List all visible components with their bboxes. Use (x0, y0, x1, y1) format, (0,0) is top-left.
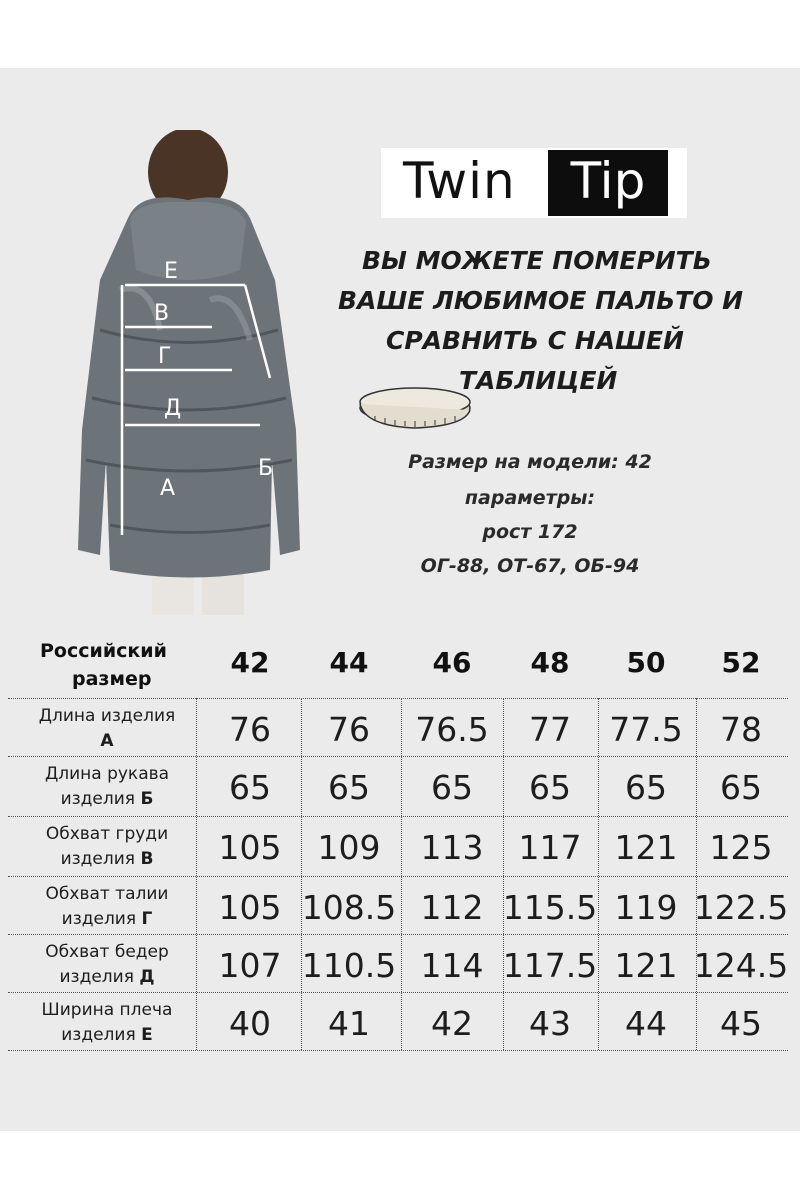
model-size-text: Размер на модели: 42 (408, 451, 652, 473)
table-cell: 65 (529, 768, 571, 807)
table-cell: 112 (420, 888, 484, 927)
headline-line-3: СРАВНИТЬ С НАШЕЙ (386, 326, 684, 355)
size-header-52: 52 (721, 646, 761, 679)
size-header-46: 46 (432, 646, 472, 679)
table-cell: 43 (529, 1004, 571, 1043)
measuring-tape-icon (355, 378, 475, 438)
table-cell: 119 (614, 888, 678, 927)
table-cell: 109 (317, 828, 381, 867)
row-label-text: Обхват груди (45, 824, 169, 844)
table-cell: 44 (625, 1004, 667, 1043)
table-cell: 105 (218, 828, 282, 867)
size-header-50: 50 (626, 646, 666, 679)
table-row-divider (8, 934, 788, 935)
table-cell: 76.5 (415, 710, 489, 749)
table-cell: 40 (229, 1004, 271, 1043)
table-cell: 65 (229, 768, 271, 807)
row-label-sub: изделия (61, 1025, 142, 1045)
table-cell: 117.5 (502, 946, 598, 985)
table-cell: 125 (709, 828, 773, 867)
size-header-48: 48 (530, 646, 570, 679)
table-cell: 42 (431, 1004, 473, 1043)
size-header-44: 44 (329, 646, 369, 679)
row-measure-code: В (140, 849, 154, 869)
table-column-divider (301, 698, 302, 1050)
table-row-divider (8, 992, 788, 993)
table-cell: 65 (328, 768, 370, 807)
table-row-label (12, 882, 202, 932)
row-label-sub: изделия (59, 967, 140, 987)
table-cell: 124.5 (693, 946, 789, 985)
row-label-sub: изделия (61, 909, 142, 929)
row-label-text: Обхват бедер (45, 942, 169, 962)
table-cell: 107 (218, 946, 282, 985)
table-cell: 122.5 (693, 888, 789, 927)
table-row-label (12, 762, 202, 812)
label-g: Г (158, 344, 172, 369)
row-label-text: Длина рукава (44, 764, 170, 784)
logo-black-box (548, 150, 668, 216)
model-height: рост 172 (482, 521, 578, 543)
table-cell: 76 (229, 710, 271, 749)
row-label-sub: изделия (60, 849, 141, 869)
header-label-line-2: размер (72, 668, 152, 690)
table-row-divider (8, 698, 788, 699)
table-cell: 115.5 (502, 888, 598, 927)
table-cell: 65 (625, 768, 667, 807)
table-row-label (12, 704, 202, 754)
headline-line-2: ВАШЕ ЛЮБИМОЕ ПАЛЬТО И (338, 286, 744, 315)
table-cell: 108.5 (301, 888, 397, 927)
model-measurements: ОГ-88, ОТ-67, ОБ-94 (420, 555, 640, 577)
label-d: Д (164, 396, 182, 421)
table-row-divider (8, 876, 788, 877)
row-measure-code: А (100, 731, 114, 751)
row-measure-code: Е (141, 1025, 153, 1045)
brand-logo (381, 148, 687, 218)
table-cell: 77.5 (609, 710, 683, 749)
table-cell: 65 (431, 768, 473, 807)
table-cell: 76 (328, 710, 370, 749)
logo-text-tip: Tip (570, 152, 646, 210)
table-row-label (12, 998, 202, 1048)
table-cell: 41 (328, 1004, 370, 1043)
row-label-text: Обхват талии (45, 884, 169, 904)
table-row-label (12, 822, 202, 872)
table-cell: 45 (720, 1004, 762, 1043)
table-cell: 121 (614, 828, 678, 867)
table-column-divider (503, 698, 504, 1050)
table-header-label (40, 637, 167, 693)
table-cell: 113 (420, 828, 484, 867)
table-cell: 105 (218, 888, 282, 927)
table-cell: 117 (518, 828, 582, 867)
row-label-text: Длина изделия (38, 706, 176, 726)
header-label-line-1: Российский (40, 640, 167, 662)
table-row-label (12, 940, 202, 990)
table-cell: 121 (614, 946, 678, 985)
label-b: Б (258, 456, 274, 481)
label-v: В (154, 301, 170, 326)
table-cell: 114 (420, 946, 484, 985)
table-column-divider (598, 698, 599, 1050)
table-cell: 78 (720, 710, 762, 749)
row-label-text: Ширина плеча (41, 1000, 173, 1020)
row-measure-code: Д (139, 967, 155, 987)
label-a: А (160, 476, 176, 501)
row-measure-code: Б (140, 789, 154, 809)
row-label-sub: изделия (60, 789, 141, 809)
table-cell: 77 (529, 710, 571, 749)
headline-line-1: ВЫ МОЖЕТЕ ПОМЕРИТЬ (362, 246, 712, 275)
table-column-divider (696, 698, 697, 1050)
table-column-divider (401, 698, 402, 1050)
table-row-divider (8, 816, 788, 817)
size-header-42: 42 (230, 646, 270, 679)
headline-line-4: ТАБЛИЦЕЙ (459, 366, 618, 395)
row-measure-code: Г (141, 909, 153, 929)
table-row-divider (8, 1050, 788, 1051)
logo-text-twin: Twin (403, 152, 516, 210)
table-cell: 65 (720, 768, 762, 807)
label-e: Е (164, 259, 178, 284)
table-cell: 110.5 (301, 946, 397, 985)
table-row-divider (8, 756, 788, 757)
params-label: параметры: (464, 487, 596, 509)
